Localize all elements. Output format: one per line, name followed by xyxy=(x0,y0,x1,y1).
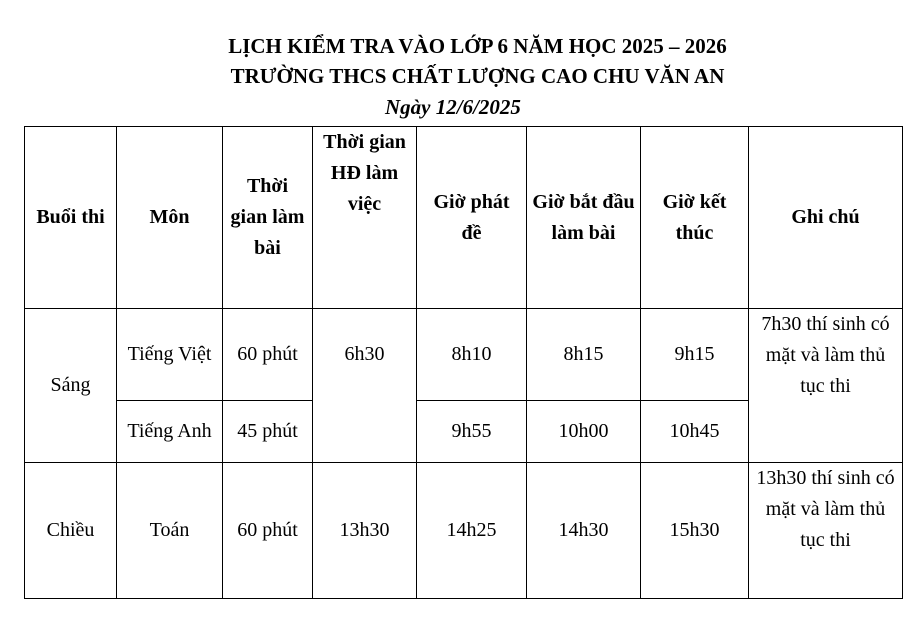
header-row xyxy=(25,127,903,309)
handout-time-cell: 9h55 xyxy=(417,401,527,463)
header-gio-bat-dau: Giờ bắt đầu làm bài xyxy=(527,127,641,309)
duration-cell: 60 phút xyxy=(223,309,313,401)
hd-time-cell: 13h30 xyxy=(313,463,417,599)
session-cell: Chiều xyxy=(25,463,117,599)
note-cell: 13h30 thí sinh có mặt và làm thủ tục thi xyxy=(749,463,903,599)
header-thoi-gian-hd: Thời gian HĐ làm việc xyxy=(313,127,417,309)
exam-date: Ngày 12/6/2025 xyxy=(385,95,521,119)
end-time-cell: 15h30 xyxy=(641,463,749,599)
subject-cell: Tiếng Anh xyxy=(117,401,223,463)
duration-cell: 60 phút xyxy=(223,463,313,599)
handout-time-cell: 8h10 xyxy=(417,309,527,401)
subject-cell: Toán xyxy=(117,463,223,599)
school-name: TRƯỜNG THCS CHẤT LƯỢNG CAO CHU VĂN AN xyxy=(230,64,725,88)
header-gio-phat-de: Giờ phát đề xyxy=(417,127,527,309)
subject-cell: Tiếng Việt xyxy=(117,309,223,401)
handout-time-cell: 14h25 xyxy=(417,463,527,599)
hd-time-cell: 6h30 xyxy=(313,309,417,463)
header-thoi-gian-lam-bai: Thời gian làm bài xyxy=(223,127,313,309)
duration-cell: 45 phút xyxy=(223,401,313,463)
header-gio-ket-thuc: Giờ kết thúc xyxy=(641,127,749,309)
exam-schedule-table xyxy=(24,126,903,599)
header-ghi-chu: Ghi chú xyxy=(749,127,903,309)
header-buoi-thi: Buổi thi xyxy=(25,127,117,309)
table-row xyxy=(25,463,903,599)
end-time-cell: 10h45 xyxy=(641,401,749,463)
document-title: LỊCH KIỂM TRA VÀO LỚP 6 NĂM HỌC 2025 – 2026 xyxy=(228,34,727,58)
start-time-cell: 8h15 xyxy=(527,309,641,401)
session-cell: Sáng xyxy=(25,309,117,463)
start-time-cell: 14h30 xyxy=(527,463,641,599)
header-mon: Môn xyxy=(117,127,223,309)
start-time-cell: 10h00 xyxy=(527,401,641,463)
table-row xyxy=(25,309,903,401)
note-cell: 7h30 thí sinh có mặt và làm thủ tục thi xyxy=(749,309,903,463)
end-time-cell: 9h15 xyxy=(641,309,749,401)
